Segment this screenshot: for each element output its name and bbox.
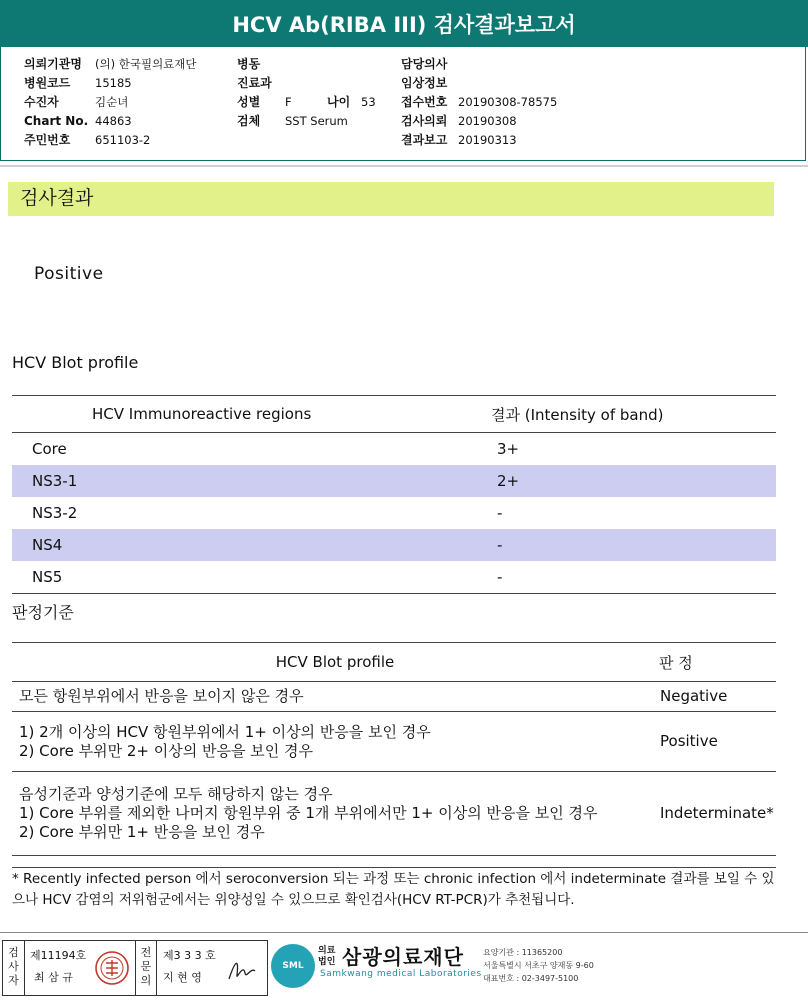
- signature-icon: [221, 953, 261, 985]
- info-label: 담당의사: [401, 57, 448, 71]
- info-label: 임상정보: [401, 76, 448, 90]
- org-name-en: Samkwang medical Laboratories: [320, 969, 482, 979]
- info-label: 검체: [237, 114, 261, 128]
- info-value: 15185: [95, 76, 132, 90]
- info-value: SST Serum: [285, 114, 348, 128]
- signature-box: [2, 940, 268, 996]
- criteria-cell: [12, 712, 659, 772]
- table-row: [12, 529, 776, 561]
- region-cell: NS5: [12, 561, 491, 594]
- region-cell: NS4: [12, 529, 491, 561]
- criteria-line: 모든 항원부위에서 반응을 보이지 않은 경우: [19, 687, 304, 705]
- region-cell: NS3-1: [12, 465, 491, 497]
- criteria-line: 음성기준과 양성기준에 모두 해당하지 않는 경우: [19, 785, 333, 803]
- judgement-cell: Indeterminate*: [659, 772, 776, 856]
- criteria-table: [12, 642, 776, 856]
- info-label: 병원코드: [24, 76, 71, 90]
- footnote: * Recently infected person 에서 seroconversion 되는 과정 또는 chronic infection 에서 indeterminate 결과를 보일 수 있으나 HCV 감염의 저위험군에서는 위양성일 수 있으므로 확인검사(HCV RT-PCR)가 추천됩니다.: [12, 867, 776, 911]
- info-label: 접수번호: [401, 95, 448, 109]
- column-header: HCV Blot profile: [12, 643, 659, 682]
- result-cell: -: [491, 529, 776, 561]
- info-row: [24, 112, 197, 131]
- blot-profile-title: HCV Blot profile: [12, 353, 139, 372]
- table-row: [12, 465, 776, 497]
- info-value: (의) 한국필의료재단: [95, 57, 197, 71]
- criteria-cell: [12, 772, 659, 856]
- info-label: 결과보고: [401, 133, 448, 147]
- result-cell: -: [491, 561, 776, 594]
- region-cell: NS3-2: [32, 504, 78, 522]
- column-header: 판 정: [659, 643, 776, 682]
- header-separator: [0, 165, 808, 167]
- info-row: [401, 131, 557, 150]
- blot-profile-table: [12, 395, 776, 594]
- org-code: 요양기관 : 11365200: [483, 948, 563, 957]
- table-row: [12, 497, 776, 529]
- info-value: 20190308-78575: [458, 95, 558, 109]
- table-header-row: [12, 396, 776, 433]
- table-row: [12, 433, 776, 466]
- criteria-title: 판정기준: [12, 603, 74, 622]
- info-value: 20190313: [458, 133, 517, 147]
- info-row: [401, 74, 557, 93]
- info-row: [24, 55, 197, 74]
- info-label: 병동: [237, 57, 261, 71]
- table-row: [12, 772, 776, 856]
- criteria-line: 1) 2개 이상의 HCV 항원부위에서 1+ 이상의 반응을 보인 경우: [19, 722, 431, 741]
- info-label: Chart No.: [24, 114, 89, 128]
- judgement-cell: Positive: [659, 712, 776, 772]
- report-title: HCV Ab(RIBA III) 검사결과보고서: [0, 0, 808, 47]
- examiner-license: 제11194호: [30, 949, 87, 962]
- org-contact: [483, 946, 594, 985]
- org-name: 삼광의료재단: [342, 945, 464, 969]
- specialist-license: 제3 3 3 호: [163, 949, 216, 962]
- footer-separator: [0, 932, 808, 933]
- result-cell: -: [497, 504, 503, 522]
- info-label: 검사의뢰: [401, 114, 448, 128]
- examiner-name: 최 삼 규: [34, 971, 73, 984]
- age-value: 53: [361, 95, 376, 109]
- criteria-line: 1) Core 부위를 제외한 나머지 항원부위 중 1개 부위에서만 1+ 이상의 반응을 보인 경우: [19, 804, 598, 822]
- info-label: 진료과: [237, 76, 272, 90]
- info-row: [237, 93, 376, 112]
- patient-info-col3: [401, 55, 557, 150]
- specialist-name: 지 현 영: [163, 971, 202, 984]
- table-row: [12, 712, 776, 772]
- criteria-cell: [12, 682, 659, 712]
- age-label: 나이: [327, 95, 351, 109]
- criteria-line: 2) Core 부위만 2+ 이상의 반응을 보인 경우: [19, 741, 313, 760]
- info-row: [237, 55, 376, 74]
- patient-info-col2: [237, 55, 376, 131]
- result-cell: 3+: [497, 440, 520, 458]
- info-label: 수진자: [24, 95, 59, 109]
- info-row: [401, 112, 557, 131]
- info-row: [237, 74, 376, 93]
- region-cell: Core: [32, 440, 67, 458]
- info-row: [401, 93, 557, 112]
- result-cell: 2+: [491, 465, 776, 497]
- column-header: HCV Immunoreactive regions: [12, 396, 491, 433]
- table-row: [12, 682, 776, 712]
- info-row: [24, 93, 197, 112]
- info-value: 651103-2: [95, 133, 151, 147]
- table-row: [12, 561, 776, 594]
- info-label: 의뢰기관명: [24, 57, 82, 71]
- info-label: 성별: [237, 95, 261, 109]
- seal-icon: [93, 949, 131, 987]
- criteria-line: 2) Core 부위만 1+ 반응을 보인 경우: [19, 823, 265, 841]
- test-result: Positive: [34, 264, 104, 284]
- info-value: 44863: [95, 114, 132, 128]
- column-header: 결과 (Intensity of band): [491, 396, 776, 433]
- info-row: [237, 112, 376, 131]
- sml-logo-icon: SML: [271, 944, 315, 988]
- judgement-cell: Negative: [659, 682, 776, 712]
- patient-info-col1: [24, 55, 197, 150]
- info-value: 20190308: [458, 114, 517, 128]
- info-value: F: [285, 95, 292, 109]
- info-row: [24, 74, 197, 93]
- info-row: [401, 55, 557, 74]
- info-value: 김순녀: [95, 95, 129, 109]
- info-label: 주민번호: [24, 133, 71, 147]
- examiner-label: 검사자: [3, 941, 25, 995]
- results-section-title: 검사결과: [8, 182, 774, 216]
- table-header-row: [12, 643, 776, 682]
- org-address: 서울특별시 서초구 양재동 9-60: [483, 961, 594, 970]
- org-legal-type: 의료법인: [318, 946, 336, 967]
- specialist-label: 전문의: [135, 941, 157, 995]
- info-row: [24, 131, 197, 150]
- org-phone: 대표번호 : 02-3497-5100: [483, 974, 579, 983]
